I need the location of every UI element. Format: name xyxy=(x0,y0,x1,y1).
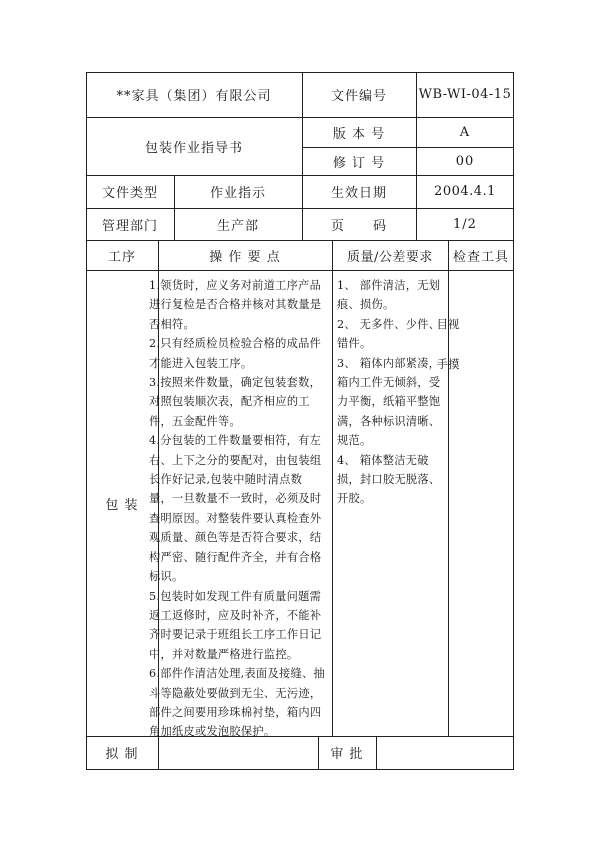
col-header-tools: 检查工具 xyxy=(452,249,509,265)
quality-point: 4、 箱体整洁无破损，封口胶无脱落、开胶。 xyxy=(337,453,441,506)
revision-value: 00 xyxy=(455,153,475,169)
approved-by-value xyxy=(376,736,514,769)
version-label: 版 本 号 xyxy=(332,126,386,142)
col-divider xyxy=(332,240,333,736)
table-border-bottom xyxy=(86,769,514,770)
revision-label: 修 订 号 xyxy=(332,155,386,171)
effective-date-label: 生效日期 xyxy=(330,186,387,201)
operation-points-list xyxy=(149,276,325,742)
approved-by-label: 审 批 xyxy=(330,747,364,762)
quality-point: 2、 无多件、少件、错件。 xyxy=(337,317,441,351)
dept-value: 生产部 xyxy=(216,218,259,234)
process-name: 包 装 xyxy=(105,497,139,513)
page-label: 页 码 xyxy=(330,218,387,234)
effective-date-value: 2004.4.1 xyxy=(434,184,496,199)
page-value: 1/2 xyxy=(453,216,477,232)
file-type-label: 文件类型 xyxy=(101,186,158,201)
operation-point: 4.分包装的工件数量要相符，有左右、上下之分的要配对，由包装组长作好记录,包装中随时清点数量，一旦数量不一致时，必须及时查明原因。对整装件要认真检查外观质量、颜色等是否符合要求，结构严密、随行配件齐全，并有合格标识。 xyxy=(149,434,322,584)
operation-point: 3.按照来件数量，确定包装套数，对照包装顺次表，配齐相应的工件，五金配件等。 xyxy=(149,376,322,428)
quality-point: 3、 箱体内部紧凑，箱内工件无倾斜，受力平衡，纸箱平整饱满，各种标识清晰、规范。 xyxy=(337,356,441,448)
company-name: **家具（集团）有限公司 xyxy=(116,89,272,104)
col-header-process: 工序 xyxy=(107,249,136,265)
operation-point: 5.包装时如发现工件有质量问题需返工返修时，应及时补齐，不能补齐时要记录于班组长工序工作日记中，并对数量严格进行监控。 xyxy=(149,589,322,661)
col-header-quality: 质量/公差要求 xyxy=(347,249,433,265)
prepared-by-label: 拟 制 xyxy=(105,747,139,762)
document-title: 包装作业指导书 xyxy=(144,140,243,156)
quality-points-list xyxy=(337,276,447,509)
tool-touch: 手摸 xyxy=(436,357,460,371)
file-type-value: 作业指示 xyxy=(209,186,266,201)
quality-point: 1、 部件清洁，无划痕、损伤。 xyxy=(337,279,441,312)
dept-label: 管理部门 xyxy=(101,218,158,234)
operation-point: 1.领货时，应义务对前道工序产品进行复检是否合格并核对其数量是否相符。 xyxy=(149,279,322,331)
operation-point: 6.部件作清洁处理,表面及接缝、抽斗等隐蔽处要做到无尘、无污迹，部件之间要用珍珠棉衬垫，箱内四角加纸皮或发泡胶保护。 xyxy=(149,667,325,739)
tool-visual: 目视 xyxy=(436,317,460,331)
version-value: A xyxy=(459,124,471,140)
file-no-value: WB-WI-04-15 xyxy=(418,87,512,102)
col-header-operation: 操 作 要 点 xyxy=(209,249,281,265)
operation-point: 2.只有经质检员检验合格的成品件才能进入包装工序。 xyxy=(149,337,322,370)
col-divider xyxy=(448,240,449,736)
file-no-label: 文件编号 xyxy=(330,89,387,104)
